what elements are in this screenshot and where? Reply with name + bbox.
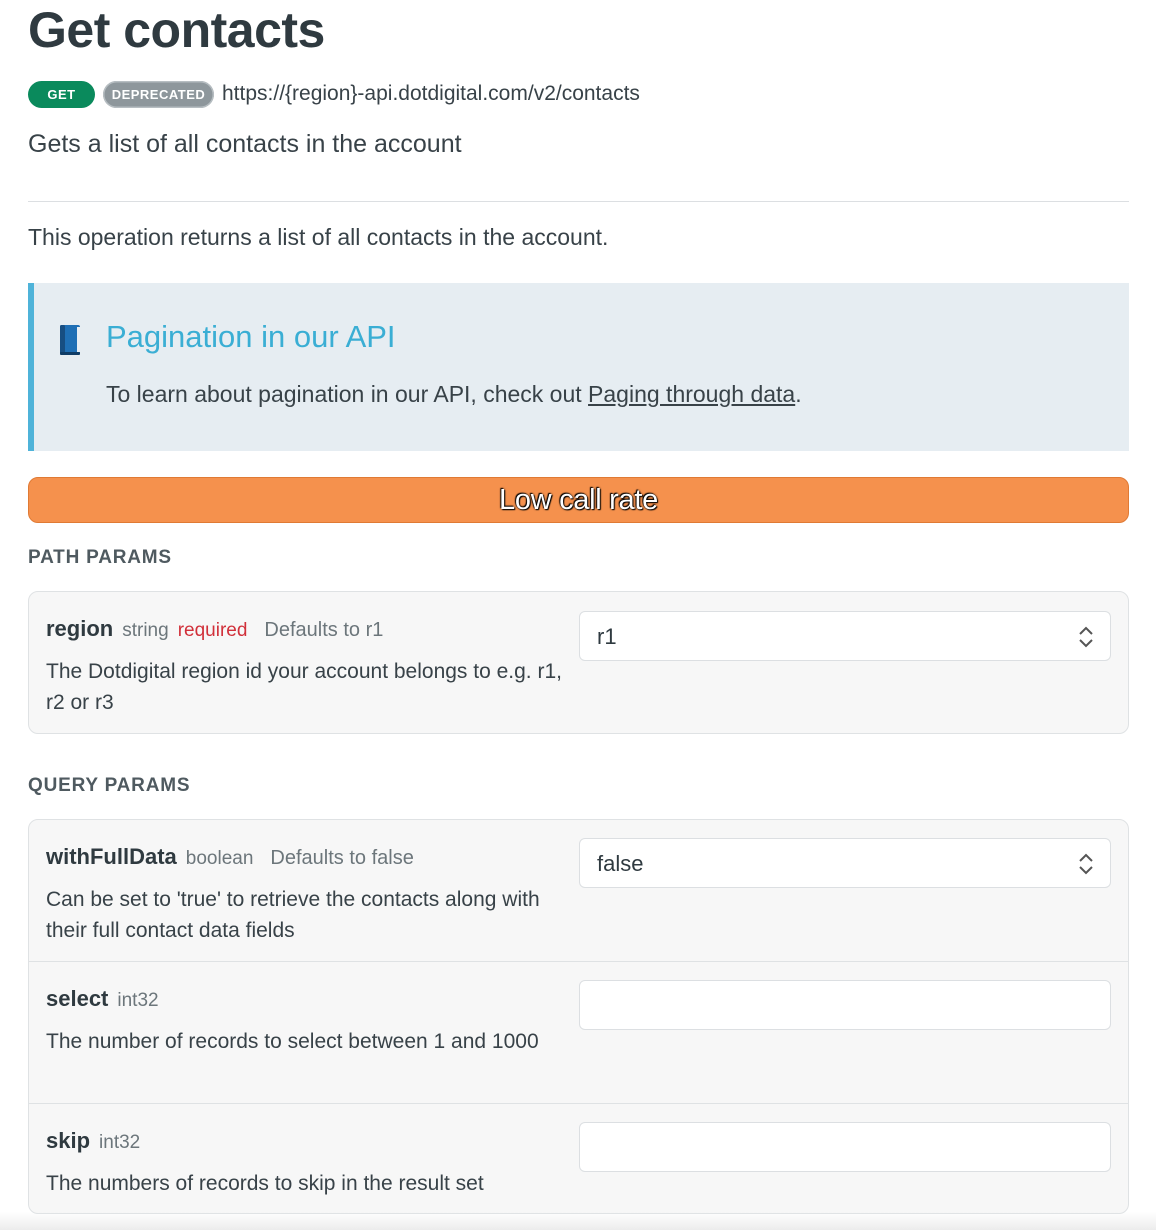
param-type: boolean	[185, 848, 254, 869]
param-description: Can be set to 'true' to retrieve the contacts along with their full contact data fields	[46, 888, 540, 942]
withfulldata-select-value: false	[597, 851, 644, 876]
param-row-withfulldata	[29, 820, 1128, 962]
chevron-up-down-icon	[1076, 850, 1096, 878]
path-params-box	[28, 591, 1129, 734]
param-description: The numbers of records to skip in the result set	[46, 1172, 484, 1195]
bottom-fade	[0, 1212, 1156, 1230]
param-description: The Dotdigital region id your account belongs to e.g. r1, r2 or r3	[46, 660, 562, 714]
pagination-callout	[28, 283, 1129, 451]
region-select[interactable]	[579, 611, 1111, 661]
param-type: int32	[117, 990, 159, 1011]
param-name: select	[46, 986, 109, 1011]
query-params-box	[28, 819, 1129, 1214]
paging-through-data-link[interactable]: Paging through data	[588, 381, 796, 407]
endpoint-description: This operation returns a list of all contacts in the account.	[28, 224, 609, 250]
skip-input[interactable]	[579, 1122, 1111, 1172]
param-default: Defaults to r1	[264, 619, 384, 641]
param-row-skip	[29, 1104, 1128, 1214]
query-params-heading: QUERY PARAMS	[28, 775, 191, 796]
param-row-region	[29, 592, 1128, 734]
endpoint-url: https://{region}-api.dotdigital.com/v2/contacts	[222, 82, 640, 105]
param-header	[46, 844, 414, 870]
page-title: Get contacts	[28, 2, 325, 58]
endpoint-summary: Gets a list of all contacts in the account	[28, 130, 462, 158]
param-header	[46, 1128, 140, 1154]
callout-text-end: .	[795, 381, 802, 407]
select-input[interactable]	[579, 980, 1111, 1030]
endpoint-row	[28, 80, 640, 108]
param-type: string	[122, 620, 169, 641]
path-params-heading: PATH PARAMS	[28, 547, 172, 568]
param-row-select	[29, 962, 1128, 1104]
param-description: The number of records to select between 1 and 1000	[46, 1030, 539, 1053]
callout-text	[106, 381, 802, 408]
divider	[28, 201, 1129, 202]
method-badge: GET	[28, 81, 95, 108]
param-name: skip	[46, 1128, 91, 1153]
book-icon	[57, 324, 83, 356]
deprecated-badge: DEPRECATED	[103, 81, 214, 108]
rate-limit-bar	[28, 477, 1129, 523]
param-type: int32	[99, 1132, 141, 1153]
param-name: withFullData	[46, 844, 177, 869]
param-default: Defaults to false	[270, 847, 414, 869]
param-name: region	[46, 616, 114, 641]
chevron-up-down-icon	[1076, 623, 1096, 651]
callout-text-lead: To learn about pagination in our API, check out	[106, 381, 589, 407]
withfulldata-select[interactable]	[579, 838, 1111, 888]
callout-title: Pagination in our API	[106, 319, 396, 354]
param-header	[46, 616, 383, 642]
rate-limit-label: Low call rate	[499, 483, 658, 516]
param-required: required	[177, 620, 248, 641]
region-select-value: r1	[597, 624, 617, 649]
param-header	[46, 986, 159, 1012]
